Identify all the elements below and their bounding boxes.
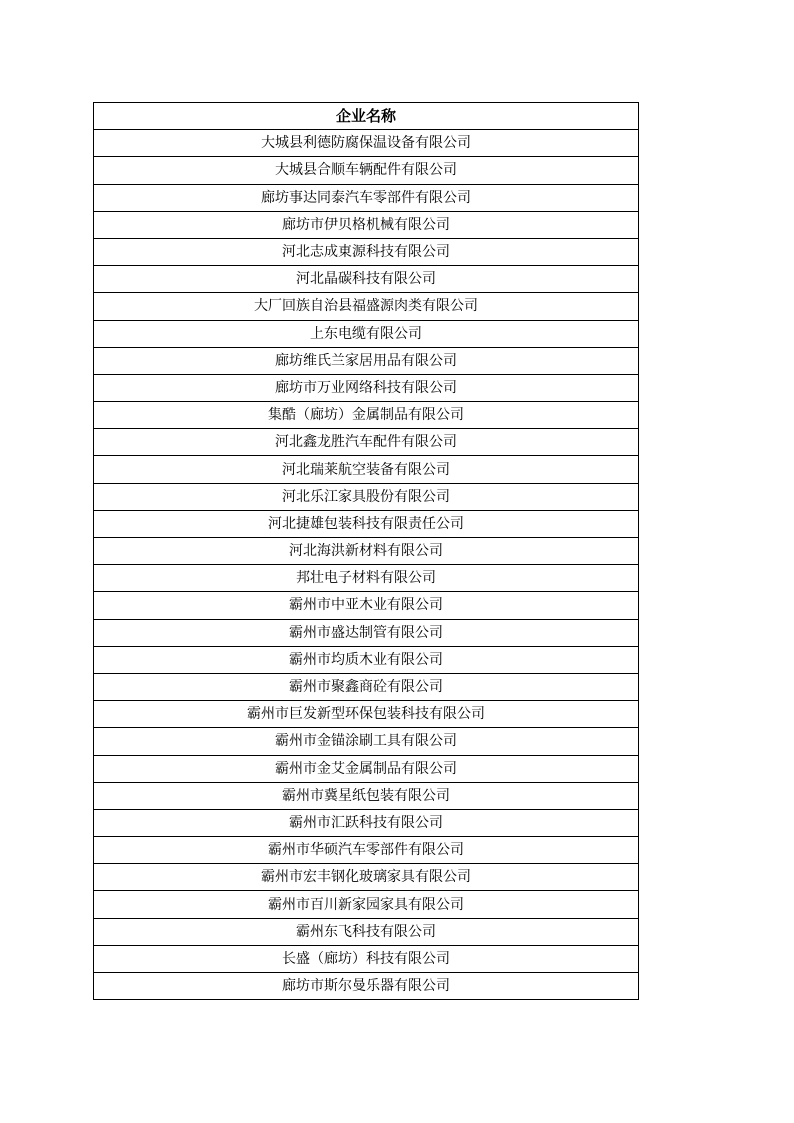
table-row — [94, 266, 639, 293]
company-name-cell: 霸州市聚鑫商砼有限公司 — [94, 673, 639, 700]
table-row — [94, 293, 639, 320]
company-name-cell: 霸州市巨发新型环保包装科技有限公司 — [94, 701, 639, 728]
table-row — [94, 429, 639, 456]
table-row — [94, 347, 639, 374]
company-name-cell: 霸州市均质木业有限公司 — [94, 646, 639, 673]
company-name-cell: 大城县利德防腐保温设备有限公司 — [94, 130, 639, 157]
table-row — [94, 918, 639, 945]
table-row — [94, 320, 639, 347]
company-name-cell: 上东电缆有限公司 — [94, 320, 639, 347]
company-name-cell: 霸州市百川新家园家具有限公司 — [94, 891, 639, 918]
table-row — [94, 130, 639, 157]
company-name-cell: 霸州市金艾金属制品有限公司 — [94, 755, 639, 782]
company-name-cell: 廊坊事达同泰汽车零部件有限公司 — [94, 184, 639, 211]
company-name-cell: 河北晶碳科技有限公司 — [94, 266, 639, 293]
company-name-cell: 河北鑫龙胜汽车配件有限公司 — [94, 429, 639, 456]
company-name-cell: 河北海洪新材料有限公司 — [94, 538, 639, 565]
table-row — [94, 456, 639, 483]
table-row — [94, 402, 639, 429]
table-row — [94, 809, 639, 836]
company-name-cell: 大厂回族自治县福盛源肉类有限公司 — [94, 293, 639, 320]
company-name-cell: 霸州市中亚木业有限公司 — [94, 592, 639, 619]
company-name-cell: 霸州市金锚涂刷工具有限公司 — [94, 728, 639, 755]
company-table — [93, 102, 639, 1000]
table-row — [94, 782, 639, 809]
company-name-cell: 河北乐江家具股份有限公司 — [94, 483, 639, 510]
table-row — [94, 837, 639, 864]
company-name-cell: 廊坊市斯尔曼乐器有限公司 — [94, 973, 639, 1000]
table-row — [94, 755, 639, 782]
table-row — [94, 646, 639, 673]
table-row — [94, 211, 639, 238]
company-name-cell: 长盛（廊坊）科技有限公司 — [94, 945, 639, 972]
table-row — [94, 157, 639, 184]
company-name-cell: 霸州市华硕汽车零部件有限公司 — [94, 837, 639, 864]
table-row — [94, 728, 639, 755]
company-name-cell: 邦壮电子材料有限公司 — [94, 565, 639, 592]
table-row — [94, 184, 639, 211]
table-row — [94, 538, 639, 565]
table-row — [94, 619, 639, 646]
company-name-cell: 河北志成東源科技有限公司 — [94, 238, 639, 265]
company-name-cell: 河北捷雄包装科技有限责任公司 — [94, 510, 639, 537]
table-row — [94, 238, 639, 265]
company-name-cell: 廊坊维氏兰家居用品有限公司 — [94, 347, 639, 374]
table-row — [94, 864, 639, 891]
table-row — [94, 945, 639, 972]
company-name-cell: 集酷（廊坊）金属制品有限公司 — [94, 402, 639, 429]
table-row — [94, 510, 639, 537]
company-name-cell: 河北瑞莱航空装备有限公司 — [94, 456, 639, 483]
table-row — [94, 483, 639, 510]
column-header-company-name: 企业名称 — [94, 103, 639, 130]
company-name-cell: 霸州市宏丰钢化玻璃家具有限公司 — [94, 864, 639, 891]
company-name-cell: 廊坊市万业网络科技有限公司 — [94, 374, 639, 401]
table-row — [94, 374, 639, 401]
table-row — [94, 592, 639, 619]
company-name-cell: 霸州市盛达制管有限公司 — [94, 619, 639, 646]
table-header-row — [94, 103, 639, 130]
company-name-cell: 霸州市汇跃科技有限公司 — [94, 809, 639, 836]
company-name-cell: 霸州市冀星纸包装有限公司 — [94, 782, 639, 809]
table-row — [94, 891, 639, 918]
table-row — [94, 565, 639, 592]
table-row — [94, 701, 639, 728]
table-row — [94, 973, 639, 1000]
company-name-cell: 大城县合顺车辆配件有限公司 — [94, 157, 639, 184]
table-row — [94, 673, 639, 700]
company-name-cell: 廊坊市伊贝格机械有限公司 — [94, 211, 639, 238]
company-name-cell: 霸州东飞科技有限公司 — [94, 918, 639, 945]
